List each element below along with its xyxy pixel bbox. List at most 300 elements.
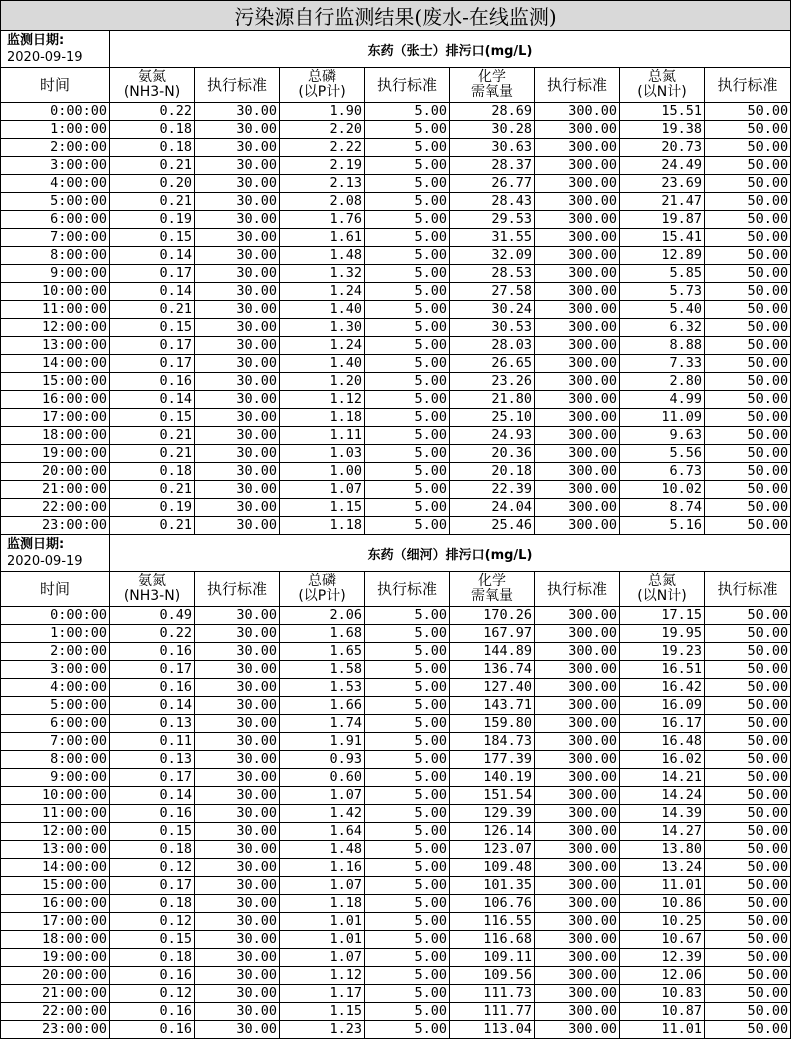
- table-cell: 5.40: [620, 301, 705, 319]
- table-cell: 5.00: [365, 391, 450, 409]
- table-cell: 0.16: [110, 1003, 195, 1021]
- table-cell: 7:00:00: [1, 733, 110, 751]
- table-cell: 30.00: [195, 211, 280, 229]
- table-cell: 5.00: [365, 319, 450, 337]
- table-cell: 30.24: [450, 301, 535, 319]
- table-cell: 300.00: [535, 463, 620, 481]
- table-cell: 12:00:00: [1, 823, 110, 841]
- table-cell: 30.00: [195, 751, 280, 769]
- table-cell: 30.00: [195, 931, 280, 949]
- column-header: [450, 572, 535, 607]
- table-cell: 1.20: [280, 373, 365, 391]
- table-cell: 11:00:00: [1, 301, 110, 319]
- table-cell: 1.24: [280, 283, 365, 301]
- table-row: [1, 121, 791, 139]
- column-header-line: 化学: [478, 69, 506, 85]
- table-cell: 14.21: [620, 769, 705, 787]
- table-cell: 28.53: [450, 265, 535, 283]
- table-cell: 143.71: [450, 697, 535, 715]
- table-cell: 1.12: [280, 967, 365, 985]
- table-cell: 16.42: [620, 679, 705, 697]
- table-cell: 50.00: [705, 499, 791, 517]
- column-header: [110, 68, 195, 103]
- table-cell: 1.74: [280, 715, 365, 733]
- table-cell: 0.15: [110, 229, 195, 247]
- table-cell: 0.20: [110, 175, 195, 193]
- table-cell: 30.63: [450, 139, 535, 157]
- table-cell: 19:00:00: [1, 949, 110, 967]
- table-row: [1, 841, 791, 859]
- table-cell: 5.00: [365, 625, 450, 643]
- table-cell: 0.18: [110, 841, 195, 859]
- table-cell: 300.00: [535, 157, 620, 175]
- table-cell: 136.74: [450, 661, 535, 679]
- table-cell: 50.00: [705, 841, 791, 859]
- table-cell: 6:00:00: [1, 211, 110, 229]
- table-cell: 50.00: [705, 265, 791, 283]
- table-cell: 30.00: [195, 625, 280, 643]
- table-cell: 5.00: [365, 265, 450, 283]
- table-row: [1, 229, 791, 247]
- table-cell: 0.18: [110, 139, 195, 157]
- table-cell: 5.00: [365, 859, 450, 877]
- table-cell: 17.15: [620, 607, 705, 625]
- table-cell: 5.00: [365, 193, 450, 211]
- table-cell: 300.00: [535, 229, 620, 247]
- table-cell: 1.18: [280, 409, 365, 427]
- column-header-line: 化学: [478, 573, 506, 589]
- table-cell: 0.19: [110, 499, 195, 517]
- table-row: [1, 697, 791, 715]
- table-cell: 30.00: [195, 913, 280, 931]
- table-cell: 5.00: [365, 769, 450, 787]
- table-cell: 29.53: [450, 211, 535, 229]
- table-cell: 300.00: [535, 247, 620, 265]
- table-row: [1, 805, 791, 823]
- table-cell: 10.25: [620, 913, 705, 931]
- table-cell: 0.16: [110, 805, 195, 823]
- table-cell: 0.17: [110, 355, 195, 373]
- column-header-row: [1, 572, 791, 607]
- table-cell: 50.00: [705, 517, 791, 535]
- table-cell: 1.91: [280, 733, 365, 751]
- table-cell: 0.13: [110, 751, 195, 769]
- table-cell: 30.00: [195, 283, 280, 301]
- table-cell: 18:00:00: [1, 931, 110, 949]
- table-cell: 14.24: [620, 787, 705, 805]
- table-body: [1, 1, 791, 1039]
- table-cell: 20.73: [620, 139, 705, 157]
- table-cell: 0.18: [110, 121, 195, 139]
- table-cell: 0.19: [110, 211, 195, 229]
- table-cell: 18:00:00: [1, 427, 110, 445]
- table-cell: 1.76: [280, 211, 365, 229]
- table-cell: 28.69: [450, 103, 535, 121]
- table-cell: 10.86: [620, 895, 705, 913]
- table-cell: 28.03: [450, 337, 535, 355]
- table-row: [1, 445, 791, 463]
- column-header: [535, 572, 620, 607]
- table-cell: 20:00:00: [1, 967, 110, 985]
- table-cell: 13.24: [620, 859, 705, 877]
- table-cell: 10.83: [620, 985, 705, 1003]
- table-cell: 50.00: [705, 427, 791, 445]
- table-cell: 0.16: [110, 679, 195, 697]
- table-cell: 300.00: [535, 769, 620, 787]
- table-cell: 11.09: [620, 409, 705, 427]
- table-cell: 8.74: [620, 499, 705, 517]
- table-cell: 28.37: [450, 157, 535, 175]
- table-cell: 1.07: [280, 877, 365, 895]
- table-cell: 177.39: [450, 751, 535, 769]
- table-cell: 1:00:00: [1, 121, 110, 139]
- table-cell: 20.18: [450, 463, 535, 481]
- table-cell: 300.00: [535, 301, 620, 319]
- table-cell: 15:00:00: [1, 373, 110, 391]
- table-cell: 5.00: [365, 661, 450, 679]
- table-cell: 30.00: [195, 319, 280, 337]
- table-cell: 10.02: [620, 481, 705, 499]
- monitoring-date-value: 2020-09-19: [7, 50, 83, 65]
- section-info-row: [1, 535, 791, 572]
- table-row: [1, 661, 791, 679]
- table-cell: 1:00:00: [1, 625, 110, 643]
- table-cell: 15.51: [620, 103, 705, 121]
- table-row: [1, 103, 791, 121]
- table-cell: 5.00: [365, 517, 450, 535]
- table-cell: 30.00: [195, 409, 280, 427]
- table-cell: 12.39: [620, 949, 705, 967]
- table-cell: 50.00: [705, 319, 791, 337]
- table-cell: 22:00:00: [1, 499, 110, 517]
- monitoring-date-value: 2020-09-19: [7, 554, 83, 569]
- table-cell: 30.00: [195, 391, 280, 409]
- table-cell: 123.07: [450, 841, 535, 859]
- table-cell: 5.00: [365, 355, 450, 373]
- table-cell: 30.00: [195, 607, 280, 625]
- table-cell: 2.13: [280, 175, 365, 193]
- table-cell: 5.00: [365, 697, 450, 715]
- table-cell: 50.00: [705, 787, 791, 805]
- table-row: [1, 877, 791, 895]
- table-cell: 0.21: [110, 193, 195, 211]
- table-cell: 5.00: [365, 607, 450, 625]
- table-cell: 16.17: [620, 715, 705, 733]
- table-cell: 15:00:00: [1, 877, 110, 895]
- table-cell: 0.49: [110, 607, 195, 625]
- table-cell: 30.00: [195, 787, 280, 805]
- table-cell: 2.08: [280, 193, 365, 211]
- table-cell: 101.35: [450, 877, 535, 895]
- table-cell: 300.00: [535, 661, 620, 679]
- table-cell: 14.39: [620, 805, 705, 823]
- table-cell: 50.00: [705, 103, 791, 121]
- table-cell: 300.00: [535, 409, 620, 427]
- table-cell: 5.00: [365, 931, 450, 949]
- column-header-line: (以P计): [298, 84, 346, 100]
- table-cell: 151.54: [450, 787, 535, 805]
- table-cell: 50.00: [705, 337, 791, 355]
- table-cell: 17:00:00: [1, 409, 110, 427]
- table-cell: 5.00: [365, 157, 450, 175]
- table-cell: 0.21: [110, 301, 195, 319]
- table-cell: 159.80: [450, 715, 535, 733]
- table-cell: 1.16: [280, 859, 365, 877]
- table-cell: 127.40: [450, 679, 535, 697]
- table-cell: 5.00: [365, 499, 450, 517]
- table-cell: 31.55: [450, 229, 535, 247]
- table-cell: 1.30: [280, 319, 365, 337]
- table-cell: 19.87: [620, 211, 705, 229]
- table-cell: 167.97: [450, 625, 535, 643]
- table-cell: 50.00: [705, 877, 791, 895]
- table-cell: 16.02: [620, 751, 705, 769]
- table-cell: 50.00: [705, 931, 791, 949]
- table-cell: 116.55: [450, 913, 535, 931]
- table-cell: 5.00: [365, 715, 450, 733]
- column-header-line: 执行标准: [376, 75, 437, 94]
- column-header-line: 氨氮: [138, 69, 166, 85]
- table-cell: 5.00: [365, 121, 450, 139]
- table-cell: 25.10: [450, 409, 535, 427]
- table-cell: 5:00:00: [1, 697, 110, 715]
- table-cell: 30.00: [195, 175, 280, 193]
- table-cell: 1.48: [280, 247, 365, 265]
- table-cell: 0.93: [280, 751, 365, 769]
- table-row: [1, 499, 791, 517]
- table-cell: 50.00: [705, 769, 791, 787]
- table-cell: 1.61: [280, 229, 365, 247]
- table-cell: 2:00:00: [1, 139, 110, 157]
- table-cell: 23:00:00: [1, 517, 110, 535]
- table-cell: 30.00: [195, 517, 280, 535]
- table-cell: 50.00: [705, 823, 791, 841]
- table-cell: 50.00: [705, 139, 791, 157]
- column-header-line: 氨氮: [138, 573, 166, 589]
- table-cell: 30.00: [195, 301, 280, 319]
- table-cell: 30.00: [195, 679, 280, 697]
- table-cell: 5.00: [365, 373, 450, 391]
- table-cell: 0.13: [110, 715, 195, 733]
- table-cell: 0.18: [110, 949, 195, 967]
- table-cell: 0.17: [110, 769, 195, 787]
- table-cell: 30.00: [195, 139, 280, 157]
- table-cell: 10.67: [620, 931, 705, 949]
- table-cell: 1.18: [280, 895, 365, 913]
- table-cell: 300.00: [535, 679, 620, 697]
- table-row: [1, 787, 791, 805]
- table-row: [1, 409, 791, 427]
- table-cell: 300.00: [535, 517, 620, 535]
- table-cell: 300.00: [535, 985, 620, 1003]
- column-header-line: (以N计): [637, 84, 687, 100]
- table-cell: 126.14: [450, 823, 535, 841]
- column-header: [280, 572, 365, 607]
- table-cell: 5.00: [365, 823, 450, 841]
- table-cell: 16.51: [620, 661, 705, 679]
- table-cell: 50.00: [705, 733, 791, 751]
- table-cell: 300.00: [535, 265, 620, 283]
- table-cell: 50.00: [705, 985, 791, 1003]
- table-cell: 2.22: [280, 139, 365, 157]
- table-cell: 12:00:00: [1, 319, 110, 337]
- table-cell: 1.17: [280, 985, 365, 1003]
- table-cell: 2.19: [280, 157, 365, 175]
- title-row: [1, 1, 791, 31]
- table-cell: 0.17: [110, 661, 195, 679]
- column-header-line: 总氮: [648, 69, 676, 85]
- table-row: [1, 1021, 791, 1039]
- column-header-line: 总磷: [308, 69, 336, 85]
- table-cell: 50.00: [705, 481, 791, 499]
- column-header-row: [1, 68, 791, 103]
- table-cell: 14.27: [620, 823, 705, 841]
- table-cell: 11.01: [620, 1021, 705, 1039]
- table-cell: 0.14: [110, 283, 195, 301]
- column-header-line: 执行标准: [546, 579, 607, 598]
- table-cell: 30.00: [195, 841, 280, 859]
- monitoring-date-cell: [1, 31, 110, 68]
- table-cell: 5.00: [365, 175, 450, 193]
- column-header: [365, 572, 450, 607]
- table-cell: 111.77: [450, 1003, 535, 1021]
- table-cell: 19.38: [620, 121, 705, 139]
- table-cell: 300.00: [535, 373, 620, 391]
- table-cell: 0.21: [110, 427, 195, 445]
- column-header: [1, 68, 110, 103]
- table-cell: 16:00:00: [1, 391, 110, 409]
- table-cell: 0.21: [110, 445, 195, 463]
- table-row: [1, 715, 791, 733]
- table-cell: 30.00: [195, 355, 280, 373]
- table-cell: 50.00: [705, 1003, 791, 1021]
- table-row: [1, 967, 791, 985]
- table-cell: 0:00:00: [1, 103, 110, 121]
- table-cell: 26.65: [450, 355, 535, 373]
- table-cell: 50.00: [705, 1021, 791, 1039]
- table-cell: 30.00: [195, 643, 280, 661]
- table-cell: 50.00: [705, 913, 791, 931]
- table-cell: 27.58: [450, 283, 535, 301]
- table-cell: 5.56: [620, 445, 705, 463]
- table-cell: 300.00: [535, 103, 620, 121]
- table-cell: 24.04: [450, 499, 535, 517]
- table-cell: 1.07: [280, 787, 365, 805]
- table-cell: 5.00: [365, 481, 450, 499]
- table-cell: 5.00: [365, 211, 450, 229]
- table-cell: 30.00: [195, 805, 280, 823]
- table-cell: 2.06: [280, 607, 365, 625]
- table-cell: 0.16: [110, 967, 195, 985]
- table-cell: 5.00: [365, 427, 450, 445]
- table-cell: 5.00: [365, 1021, 450, 1039]
- table-cell: 30.00: [195, 715, 280, 733]
- table-cell: 0.22: [110, 625, 195, 643]
- table-cell: 50.00: [705, 949, 791, 967]
- table-cell: 20:00:00: [1, 463, 110, 481]
- table-row: [1, 625, 791, 643]
- table-cell: 25.46: [450, 517, 535, 535]
- table-cell: 300.00: [535, 895, 620, 913]
- table-cell: 13:00:00: [1, 337, 110, 355]
- table-cell: 5.00: [365, 1003, 450, 1021]
- table-cell: 23.26: [450, 373, 535, 391]
- table-cell: 7:00:00: [1, 229, 110, 247]
- table-cell: 1.11: [280, 427, 365, 445]
- table-cell: 111.73: [450, 985, 535, 1003]
- table-cell: 5.00: [365, 445, 450, 463]
- table-cell: 300.00: [535, 607, 620, 625]
- table-cell: 24.49: [620, 157, 705, 175]
- table-cell: 11.01: [620, 877, 705, 895]
- table-cell: 14:00:00: [1, 355, 110, 373]
- table-cell: 5.00: [365, 895, 450, 913]
- table-cell: 30.00: [195, 661, 280, 679]
- table-cell: 116.68: [450, 931, 535, 949]
- table-cell: 300.00: [535, 877, 620, 895]
- table-cell: 0.15: [110, 409, 195, 427]
- table-cell: 300.00: [535, 499, 620, 517]
- table-row: [1, 391, 791, 409]
- table-row: [1, 895, 791, 913]
- column-header-line: (NH3-N): [123, 84, 181, 100]
- table-cell: 0.16: [110, 1021, 195, 1039]
- table-row: [1, 463, 791, 481]
- column-header-line: 总磷: [308, 573, 336, 589]
- table-cell: 24.93: [450, 427, 535, 445]
- table-cell: 30.00: [195, 697, 280, 715]
- table-cell: 5.00: [365, 805, 450, 823]
- table-cell: 30.00: [195, 985, 280, 1003]
- table-cell: 30.00: [195, 499, 280, 517]
- table-cell: 50.00: [705, 967, 791, 985]
- table-cell: 140.19: [450, 769, 535, 787]
- column-header: [365, 68, 450, 103]
- table-cell: 170.26: [450, 607, 535, 625]
- table-cell: 300.00: [535, 949, 620, 967]
- column-header: [705, 68, 791, 103]
- table-row: [1, 823, 791, 841]
- table-row: [1, 283, 791, 301]
- table-cell: 0.16: [110, 373, 195, 391]
- table-cell: 0.12: [110, 985, 195, 1003]
- table-cell: 21:00:00: [1, 985, 110, 1003]
- table-cell: 30.00: [195, 193, 280, 211]
- column-header: [195, 572, 280, 607]
- table-cell: 5.00: [365, 463, 450, 481]
- table-cell: 1.68: [280, 625, 365, 643]
- table-cell: 30.00: [195, 427, 280, 445]
- table-row: [1, 517, 791, 535]
- table-row: [1, 247, 791, 265]
- table-cell: 300.00: [535, 751, 620, 769]
- table-cell: 5.00: [365, 985, 450, 1003]
- table-cell: 300.00: [535, 787, 620, 805]
- table-cell: 300.00: [535, 481, 620, 499]
- table-cell: 109.56: [450, 967, 535, 985]
- table-cell: 0.14: [110, 787, 195, 805]
- table-cell: 6:00:00: [1, 715, 110, 733]
- table-cell: 50.00: [705, 805, 791, 823]
- table-cell: 2.20: [280, 121, 365, 139]
- table-cell: 10:00:00: [1, 283, 110, 301]
- table-cell: 300.00: [535, 211, 620, 229]
- table-row: [1, 301, 791, 319]
- table-cell: 30.00: [195, 1021, 280, 1039]
- column-header-line: 执行标准: [717, 579, 778, 598]
- table-cell: 1.23: [280, 1021, 365, 1039]
- table-cell: 15.41: [620, 229, 705, 247]
